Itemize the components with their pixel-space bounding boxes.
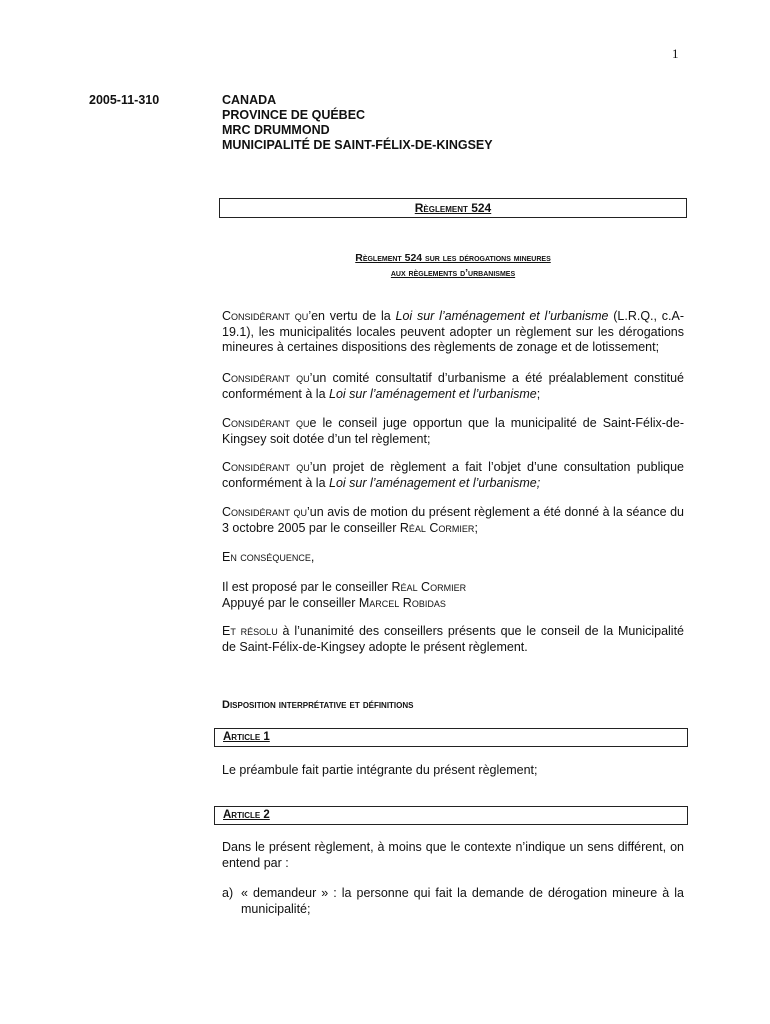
reglement-box-label: Règlement 524: [414, 201, 492, 215]
article-2-box: [214, 806, 688, 825]
list-item-text: « demandeur » : la personne qui fait la demande de dérogation mineure à la municipalité;: [241, 886, 684, 916]
paragraph-text: ’un projet de règlement a fait l’objet d’une consultation publique conformément à la: [222, 460, 684, 490]
law-title: Loi sur l’aménagement et l’urbanisme: [329, 386, 537, 401]
paragraph-considerant-5: [222, 505, 684, 536]
consequence-text: En conséquence,: [222, 550, 315, 564]
resolution-number: 2005-11-310: [89, 93, 160, 107]
lead-term: Considérant qu: [222, 505, 308, 519]
seconded-by-line: [222, 596, 684, 612]
paragraph-text: (L.R.Q., c.A-19.1), les municipalités locales peuvent adopter un règlement sur les dérogations mineures à certaines dispositions des règlements de zonage et de lotissement;: [222, 309, 684, 354]
jurisdiction-header: [222, 93, 493, 153]
paragraph-text: ;: [474, 520, 478, 535]
paragraph-text: ’en vertu de la: [308, 309, 396, 323]
law-title: Loi sur l’aménagement et l’urbanisme: [395, 309, 609, 323]
councillor-name: Réal Cormier: [399, 520, 475, 535]
paragraph-consequence: [222, 550, 684, 566]
header-line-municipality: MUNICIPALITÉ DE SAINT-FÉLIX-DE-KINGSEY: [222, 138, 493, 152]
article-1-label: Article 1: [223, 731, 270, 743]
paragraph-resolution: [222, 624, 684, 655]
paragraph-considerant-1: [222, 309, 684, 356]
lead-term: Et résolu: [222, 624, 278, 638]
title-line-1: Règlement 524 sur les dérogations mineures: [355, 252, 551, 264]
councillor-name: Réal Cormier: [391, 580, 467, 594]
header-line-country: CANADA: [222, 93, 277, 107]
document-title: [222, 251, 684, 281]
seconded-by-text: Appuyé par le conseiller: [222, 595, 359, 610]
article-1-box: [214, 728, 688, 747]
paragraph-motion: [222, 580, 684, 611]
proposed-by-text: Il est proposé par le conseiller: [222, 580, 392, 594]
header-line-province: PROVINCE DE QUÉBEC: [222, 108, 366, 122]
paragraph-considerant-4: [222, 460, 684, 491]
paragraph-text: à l’unanimité des conseillers présents que le conseil de la Municipalité de Saint-Félix-de-Kingsey adopte le présent règlement.: [222, 624, 685, 654]
law-title: Loi sur l’aménagement et l’urbanisme;: [329, 475, 541, 490]
list-item-label: a): [222, 886, 234, 900]
paragraph-text: e le conseil juge opportun que la municipalité de Saint-Félix-de-Kingsey soit dotée d’un tel règlement;: [222, 416, 684, 446]
page-number: 1: [672, 46, 679, 61]
reglement-box: [219, 198, 687, 218]
header-line-mrc: MRC DRUMMOND: [222, 123, 330, 137]
paragraph-considerant-2: [222, 371, 684, 402]
paragraph-considerant-3: [222, 416, 684, 447]
article-1-text: Le préambule fait partie intégrante du présent règlement;: [222, 763, 538, 777]
article-2-label: Article 2: [223, 809, 270, 821]
lead-term: Considérant qu: [222, 309, 309, 323]
lead-term: Considérant qu: [222, 416, 310, 430]
proposed-by-line: [222, 580, 684, 596]
article-2-intro: Dans le présent règlement, à moins que le contexte n’indique un sens différent, on entend par :: [222, 840, 684, 870]
paragraph-text: ’un avis de motion du présent règlement a été donné à la séance du 3 octobre 2005 par le conseiller: [222, 505, 684, 535]
section-heading: Disposition interprétative et définitions: [222, 699, 414, 711]
lead-term: Considérant qu: [222, 460, 310, 474]
paragraph-text: ’un comité consultatif d’urbanisme a été préalablement constitué conformément à la: [222, 371, 684, 401]
councillor-name: Marcel Robidas: [358, 595, 446, 610]
title-line-2: aux règlements d’urbanismes: [390, 267, 516, 279]
paragraph-text: ;: [536, 386, 541, 401]
lead-term: Considérant qu: [222, 371, 310, 385]
